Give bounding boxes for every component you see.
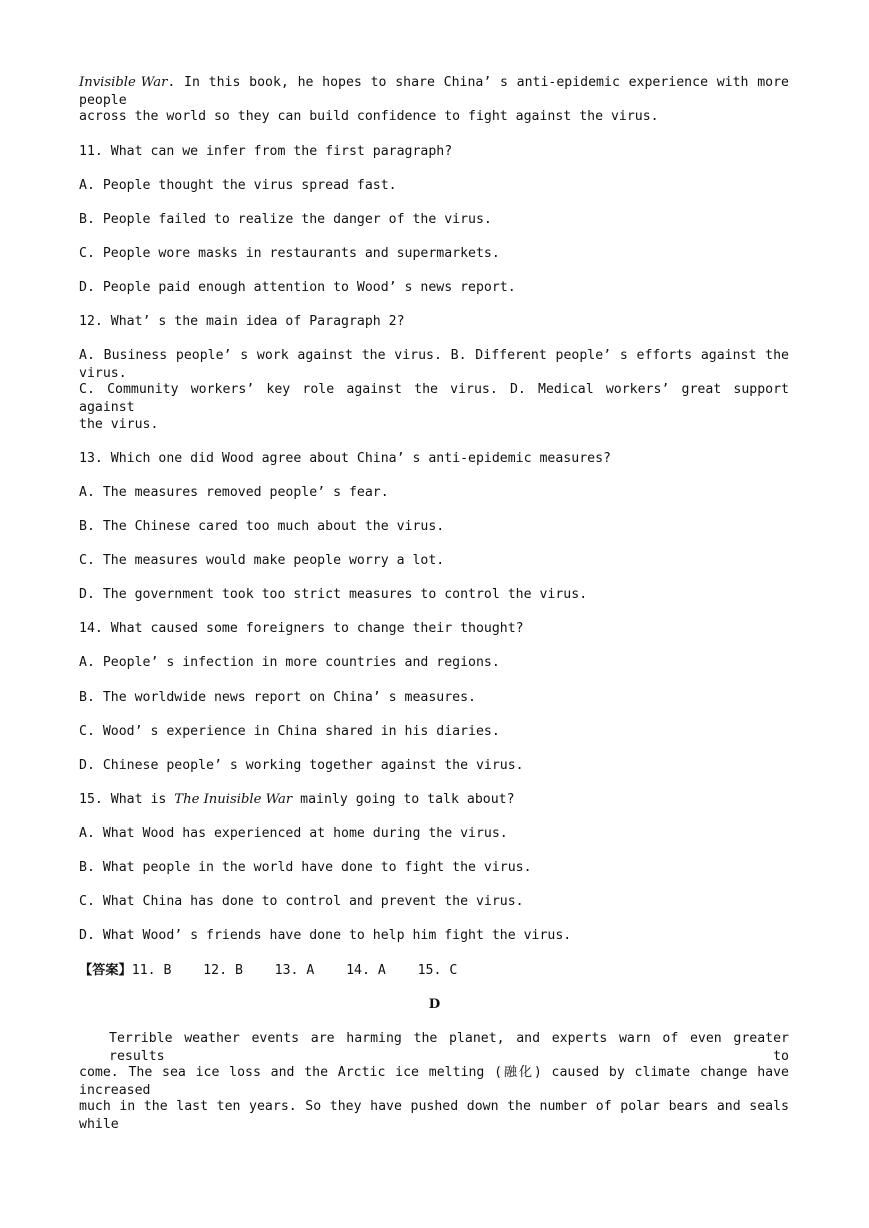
question-13-option-a: A. The measures removed people’ s fear. [79, 485, 389, 500]
passage-line-3: much in the last ten years. So they have pushed down the number of polar bears and seals while [79, 1099, 789, 1132]
question-12-options-cont: the virus. [79, 417, 159, 432]
intro-line-1-text: . In this book, he hopes to share China’ s anti-epidemic experience with more people [79, 75, 789, 108]
question-15-option-c: C. What China has done to control and prevent the virus. [79, 894, 524, 909]
question-15-stem-suffix: mainly going to talk about? [292, 792, 515, 807]
question-12-options-cd: C. Community workers’ key role against the virus. D. Medical workers’ great support against [79, 382, 789, 415]
answer-label: 【答案】 [79, 963, 132, 978]
question-15-option-b: B. What people in the world have done to fight the virus. [79, 860, 532, 875]
question-14-stem: 14. What caused some foreigners to change their thought? [79, 621, 524, 636]
question-11-option-c: C. People wore masks in restaurants and supermarkets. [79, 246, 500, 261]
question-14-option-b: B. The worldwide news report on China’ s measures. [79, 690, 476, 705]
question-15-option-a: A. What Wood has experienced at home during the virus. [79, 826, 508, 841]
answer-key [79, 962, 457, 980]
question-15-stem-prefix: 15. What is [79, 792, 175, 807]
section-heading: D [428, 997, 441, 1012]
question-15-book-title: The Inuisible War [174, 792, 293, 807]
question-14-option-c: C. Wood’ s experience in China shared in his diaries. [79, 724, 500, 739]
book-title: Invisible War [79, 75, 168, 90]
question-13-option-c: C. The measures would make people worry a lot. [79, 553, 445, 568]
question-13-stem: 13. Which one did Wood agree about China’ s anti-epidemic measures? [79, 451, 611, 466]
question-11-option-a: A. People thought the virus spread fast. [79, 178, 397, 193]
question-13-option-b: B. The Chinese cared too much about the virus. [79, 519, 445, 534]
intro-line-2: across the world so they can build confidence to fight against the virus. [79, 109, 659, 124]
question-11-option-d: D. People paid enough attention to Wood’ s news report. [79, 280, 516, 295]
question-15-option-d: D. What Wood’ s friends have done to help him fight the virus. [79, 928, 572, 943]
question-14-option-a: A. People’ s infection in more countries and regions. [79, 655, 500, 670]
question-13-option-d: D. The government took too strict measures to control the virus. [79, 587, 588, 602]
intro-line-1 [79, 74, 789, 110]
question-11-option-b: B. People failed to realize the danger of the virus. [79, 212, 492, 227]
passage-line-1: Terrible weather events are harming the planet, and experts warn of even greater results to [109, 1031, 789, 1064]
question-11-stem: 11. What can we infer from the first paragraph? [79, 144, 453, 159]
question-15-stem [79, 791, 515, 809]
question-12-options-ab: A. Business people’ s work against the virus. B. Different people’ s efforts against the virus. [79, 348, 789, 381]
question-14-option-d: D. Chinese people’ s working together against the virus. [79, 758, 524, 773]
answer-values: 11. B 12. B 13. A 14. A 15. C [131, 963, 458, 978]
question-12-stem: 12. What’ s the main idea of Paragraph 2? [79, 314, 405, 329]
passage-line-2: come. The sea ice loss and the Arctic ice melting (融化) caused by climate change have increased [79, 1065, 789, 1098]
